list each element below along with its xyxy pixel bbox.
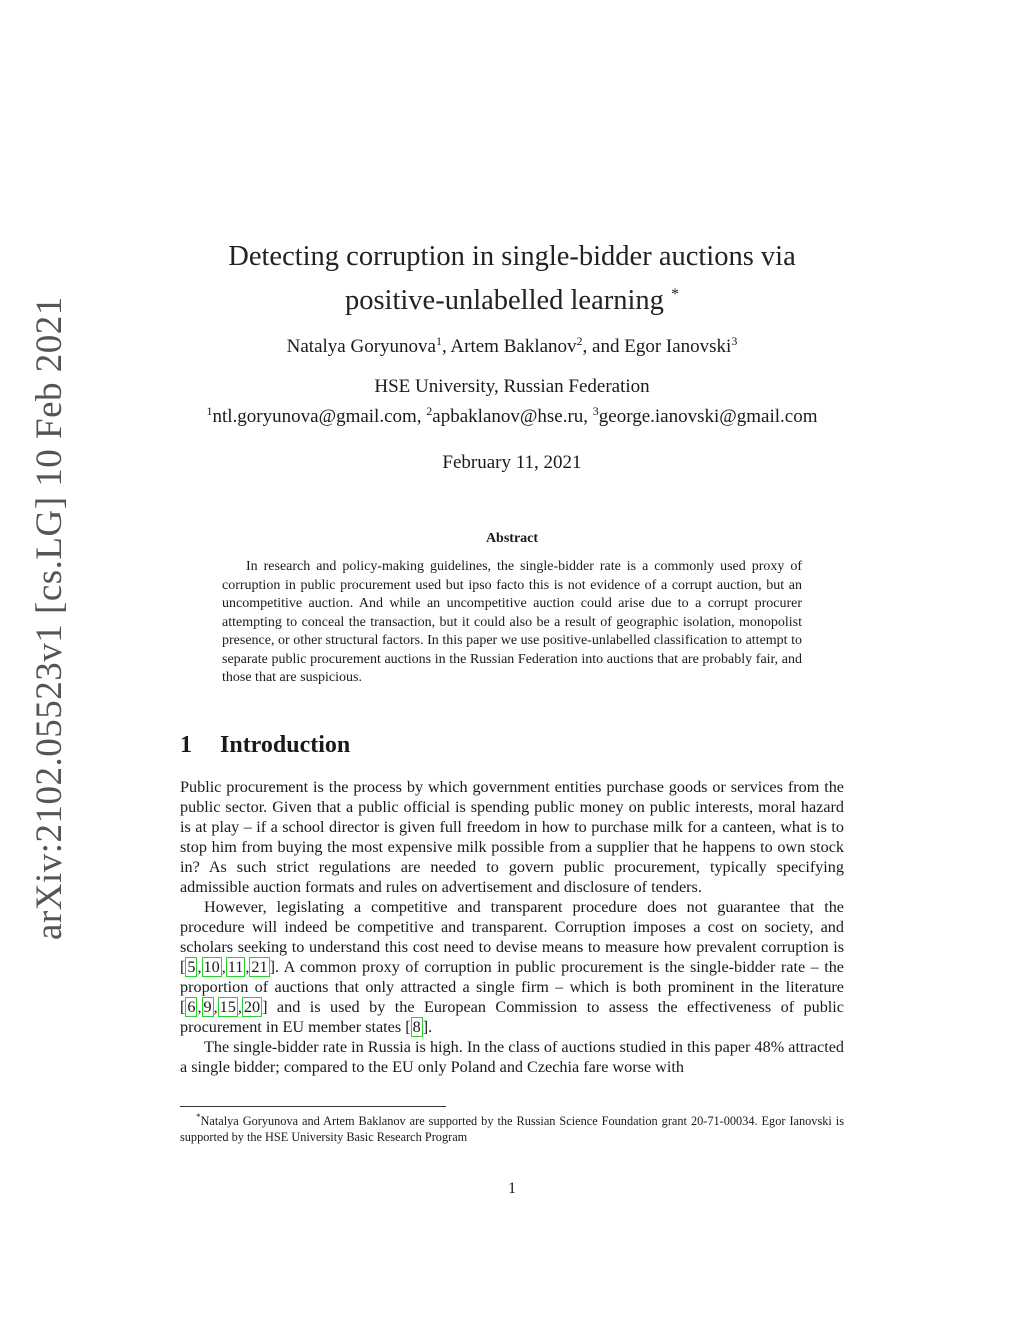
author-separator-1: ,	[441, 336, 451, 357]
email-2-sup: 2	[426, 404, 433, 418]
institution: HSE University, Russian Federation	[374, 376, 650, 397]
author-list	[180, 334, 844, 358]
arxiv-stamp	[0, 0, 70, 940]
body-text	[180, 777, 844, 1077]
section-number: 1	[180, 732, 192, 758]
paper-title	[180, 238, 844, 320]
citation-link[interactable]: 11	[227, 958, 244, 976]
paragraph-2-part-c: ] and is used by the European Commission to assess the effectiveness of public procurement in EU member states [	[180, 998, 844, 1036]
paragraph-1: Public procurement is the process by which government entities purchase goods or services from the public sector. Given that a public official is spending public money on public interests, moral hazard is at play – if a school director is given full freedom in how to purchase milk for a canteen, what is to stop him from buying the most expensive milk possible from a supplier that he happens to own stock in? As such strict regulations are needed to govern public procurement, typically specifying admissible auction formats and rules on advertisement and disclosure of tenders.	[180, 778, 844, 896]
page-number: 1	[508, 1180, 516, 1197]
title-footnote-mark: *	[671, 286, 680, 303]
footnote	[180, 1109, 844, 1145]
footnote-text: Natalya Goryunova and Artem Baklanov are supported by the Russian Science Foundation grant 20-71-00034. Egor Ianovski is supported by the HSE University Basic Research Program	[180, 1114, 844, 1144]
author-1: Natalya Goryunova	[286, 336, 436, 357]
abstract-heading: Abstract	[485, 531, 539, 546]
author-3: Egor Ianovski	[624, 336, 732, 357]
citation-link[interactable]: 10	[203, 958, 220, 976]
paragraph-3: The single-bidder rate in Russia is high. In the class of auctions studied in this paper 48% attracted a single bidder; compared to the EU only Poland and Czechia fare worse with	[180, 1038, 844, 1076]
section-heading	[180, 732, 350, 759]
paragraph-2: However, legislating a competitive and transparent procedure does not guarantee that the procedure will indeed be competitive and transparent. Corruption imposes a cost on society, and scholars seeking to understand this cost need to devise means to measure how prevalent corruption is [ 5 , 10 , 11 , 21 ]. A common proxy of corruption in public procurement is the single-bidder rate – the proportion of auctions that only attracted a single firm – which is both prominent in the literature [ 6 , 9 , 15 , 20 ] and is used by the European Commission to assess the effectiveness of public procurement in EU member states [ 8 ].	[180, 898, 844, 1036]
title-line-2	[180, 276, 844, 320]
author-1-sup: 1	[435, 334, 442, 348]
title-line-1: Detecting corruption in single-bidder auctions via	[228, 241, 796, 272]
email-3-sup: 3	[592, 404, 599, 418]
citation-link[interactable]: 5	[187, 958, 196, 976]
author-2: Artem Baklanov	[450, 336, 577, 357]
citation-link[interactable]: 20	[243, 998, 261, 1016]
paragraph-2-part-b: ]. A common proxy of corruption in public procurement is the single-bidder rate – the proportion of auctions that only attracted a single firm – which is both prominent in the literature [	[180, 958, 844, 1016]
citation-link[interactable]: 9	[203, 998, 212, 1016]
email-3: george.ianovski@gmail.com	[598, 406, 818, 427]
author-2-sup: 2	[576, 334, 583, 348]
email-line	[160, 399, 864, 429]
citation-link[interactable]: 21	[251, 958, 268, 976]
paragraph-2-part-a: However, legislating a competitive and transparent procedure does not guarantee that the procedure will indeed be competitive and transparent. Corruption imposes a cost on society, and scholars seeking to understand this cost need to devise means to measure how prevalent corruption is [	[180, 898, 844, 976]
author-separator-2: , and	[582, 336, 625, 357]
citation-link[interactable]: 8	[412, 1018, 421, 1036]
paragraph-2-part-d: ].	[422, 1018, 433, 1036]
abstract-text: In research and policy-making guidelines, the single-bidder rate is a commonly used proxy of corruption in public procurement used but ipso facto this is not evidence of a corrupt auction, but an uncompetitive auction. And while an uncompetitive auction could arise due to a corrupt procurer attempting to conceal the transaction, but it could also be a result of geographic isolation, monopolist presence, or other structural factors. In this paper we use positive-unlabelled classification to attempt to separate public procurement auctions in the Russian Federation into auctions that are probably fair, and those that are suspicious.	[222, 559, 802, 685]
citation-link[interactable]: 6	[187, 998, 196, 1016]
affiliation-block	[160, 375, 864, 429]
arxiv-identifier: arXiv:2102.05523v1 [cs.LG] 10 Feb 2021	[29, 296, 70, 940]
email-1: ntl.goryunova@gmail.com,	[212, 406, 427, 427]
footnote-rule	[180, 1106, 446, 1107]
title-line-2-text: positive-unlabelled learning	[344, 285, 664, 316]
email-2: apbaklanov@hse.ru,	[432, 406, 593, 427]
section-title: Introduction	[220, 732, 351, 758]
citation-link[interactable]: 15	[219, 998, 236, 1016]
publication-date: February 11, 2021	[442, 452, 582, 473]
author-3-sup: 3	[731, 334, 738, 348]
footnote-mark: *	[196, 1112, 201, 1122]
email-1-sup: 1	[206, 404, 213, 418]
